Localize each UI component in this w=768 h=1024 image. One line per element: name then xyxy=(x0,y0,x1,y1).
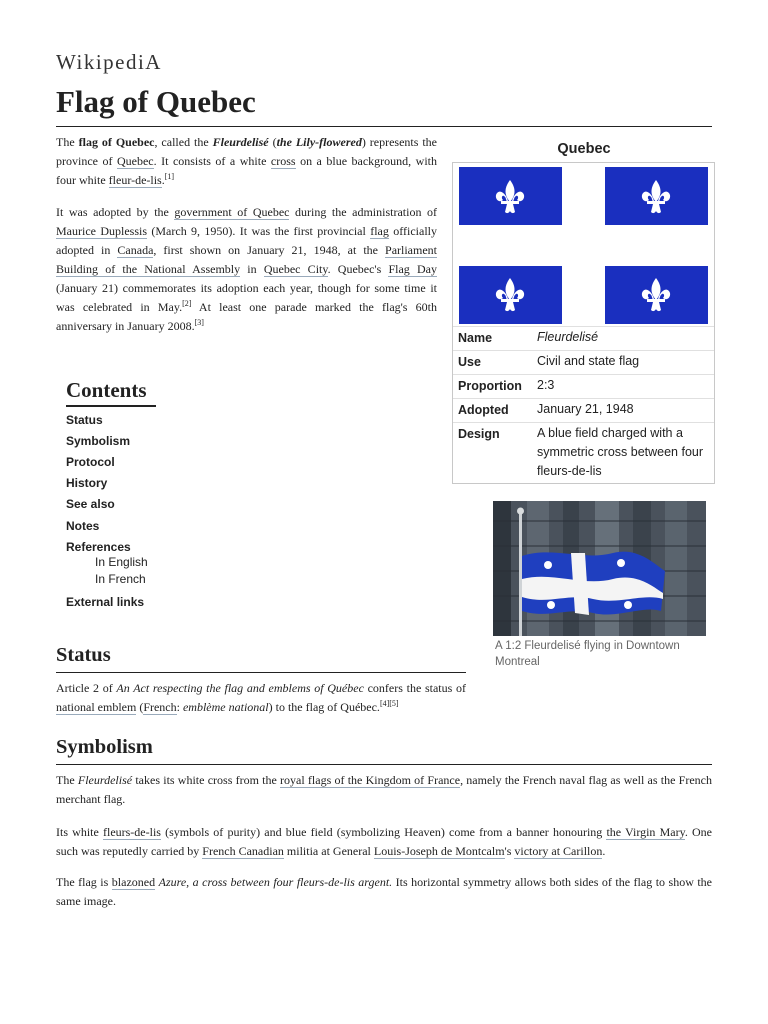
link-french-canadian[interactable]: French Canadian xyxy=(202,844,284,858)
toc-heading: Contents xyxy=(66,378,147,402)
link-fleur-de-lis[interactable]: fleur-de-lis xyxy=(108,173,162,187)
infobox-key: Proportion xyxy=(458,379,522,393)
text: The xyxy=(56,773,78,787)
bold-term: flag of Quebec xyxy=(78,135,155,149)
text: ( xyxy=(136,700,144,714)
text: It was adopted by the xyxy=(56,205,175,219)
wikipedia-wordmark[interactable]: WikipediA xyxy=(56,50,162,74)
text: militia at General xyxy=(283,844,374,858)
infobox-key: Design xyxy=(458,427,500,441)
text: . Quebec's xyxy=(327,262,389,276)
reference-3[interactable]: [3] xyxy=(194,318,204,327)
section-divider xyxy=(56,764,712,765)
infobox-value: Civil and state flag xyxy=(537,354,640,368)
title-divider xyxy=(56,126,712,127)
infobox-value: A blue field charged with a symmetric cross between four fleurs-de-lis xyxy=(537,426,704,478)
text: takes its white cross from the xyxy=(132,773,281,787)
reference-2[interactable]: [2] xyxy=(182,299,192,308)
link-french[interactable]: French xyxy=(143,700,177,714)
flag-photo[interactable] xyxy=(493,501,706,636)
text: ) to the flag of Québec. xyxy=(268,700,380,714)
toc-item-status[interactable]: Status xyxy=(66,413,103,427)
text: Its white xyxy=(56,825,103,839)
link-flag-day[interactable]: Flag Day xyxy=(388,262,437,276)
toc-item-external-links[interactable]: External links xyxy=(66,595,145,609)
section-divider xyxy=(56,672,466,673)
link-flag[interactable]: flag xyxy=(370,224,389,238)
text: (March 9, 1950). It was the first provincial xyxy=(147,224,371,238)
text: , namely the French naval flag as well as the French merchant flag. xyxy=(56,773,712,806)
link-quebec[interactable]: Quebec xyxy=(116,154,154,168)
infobox-value: 2:3 xyxy=(537,378,555,392)
section-heading-status: Status xyxy=(56,644,111,666)
infobox-row-adopted xyxy=(453,398,714,423)
section-heading-symbolism: Symbolism xyxy=(56,736,153,758)
infobox xyxy=(452,162,715,484)
infobox-value: January 21, 1948 xyxy=(537,402,634,416)
text: (symbols of purity) and blue field (symbolizing Heaven) come from a banner honouring xyxy=(160,825,607,839)
toc-item-notes[interactable]: Notes xyxy=(66,519,100,533)
infobox-key: Use xyxy=(458,355,481,369)
flag-photo-illustration xyxy=(493,501,706,636)
infobox-row-design xyxy=(453,422,714,483)
link-quebec-city[interactable]: Quebec City xyxy=(263,262,328,276)
page-title: Flag of Quebec xyxy=(56,84,256,119)
toc-item-symbolism[interactable]: Symbolism xyxy=(66,434,131,448)
reference-4-5[interactable]: [4][5] xyxy=(379,699,399,708)
infobox-row-use xyxy=(453,350,714,375)
flag-of-quebec-image[interactable] xyxy=(459,167,708,324)
symbolism-paragraph-2 xyxy=(56,823,712,861)
toc-item-see-also[interactable]: See also xyxy=(66,497,115,511)
text: At least one parade marked the flag's 60th anniversary in January 2008. xyxy=(56,300,437,333)
infobox-key: Name xyxy=(458,331,493,345)
text: on a blue background, with four white xyxy=(56,154,438,187)
toc-subitem-in-english[interactable]: In English xyxy=(95,555,148,569)
text: The xyxy=(56,135,79,149)
link-virgin-mary[interactable]: the Virgin Mary xyxy=(606,825,685,839)
text: Its horizontal symmetry allows both sides of the flag to show the same image. xyxy=(56,875,713,908)
infobox-row-name xyxy=(453,326,714,351)
text: Article 2 of xyxy=(56,681,117,695)
text: The flag is xyxy=(56,875,112,889)
symbolism-paragraph-3 xyxy=(56,873,712,911)
toc-divider xyxy=(66,405,156,407)
toc-item-protocol[interactable]: Protocol xyxy=(66,455,115,469)
reference-1[interactable]: [1] xyxy=(164,172,175,181)
italic-text: Azure, a cross between four fleurs-de-lis argent. xyxy=(158,875,393,889)
infobox-row-proportion xyxy=(453,374,714,399)
text: ) represents the province of xyxy=(56,135,438,168)
intro-paragraph-2 xyxy=(56,203,437,336)
link-national-emblem[interactable]: national emblem xyxy=(56,700,137,714)
link-montcalm[interactable]: Louis-Joseph de Montcalm xyxy=(373,844,505,858)
link-blazoned[interactable]: blazoned xyxy=(111,875,156,889)
link-canada[interactable]: Canada xyxy=(117,243,154,257)
text: . xyxy=(161,173,165,187)
status-paragraph xyxy=(56,679,466,717)
text: 's xyxy=(504,844,515,858)
bold-italic-term: Fleurdelisé xyxy=(212,135,269,149)
text: ( xyxy=(268,135,277,149)
text: (January 21) commemorates its adoption each year, though for some time it was celebrated in May. xyxy=(56,281,437,314)
text: during the administration of xyxy=(289,205,437,219)
link-cross[interactable]: cross xyxy=(270,154,296,168)
text: . One such was reputedly carried by xyxy=(56,825,712,858)
italic-text: Fleurdelisé xyxy=(77,773,133,787)
toc-item-references[interactable]: References xyxy=(66,540,131,554)
link-royal-flags-of-france[interactable]: royal flags of the Kingdom of France xyxy=(280,773,461,787)
link-government-of-quebec[interactable]: government of Quebec xyxy=(174,205,290,219)
text: . It consists of a white xyxy=(153,154,271,168)
link-fleurs-de-lis[interactable]: fleurs-de-lis xyxy=(102,825,161,839)
bold-italic-term: the Lily-flowered xyxy=(276,135,362,149)
toc-subitem-in-french[interactable]: In French xyxy=(95,572,146,586)
infobox-caption: Quebec xyxy=(557,141,611,157)
text: in xyxy=(240,262,264,276)
text: officially adopted in xyxy=(56,224,437,257)
text: , called the xyxy=(154,135,213,149)
link-maurice-duplessis[interactable]: Maurice Duplessis xyxy=(56,224,148,238)
text: : xyxy=(176,700,183,714)
link-parliament-building[interactable]: Parliament Building of the National Assembly xyxy=(56,243,437,276)
infobox-value: Fleurdelisé xyxy=(537,330,599,344)
italic-text: An Act respecting the flag and emblems of Québec xyxy=(116,681,364,695)
flag-svg xyxy=(459,167,708,324)
photo-caption: A 1:2 Fleurdelisé flying in Downtown Montreal xyxy=(495,640,680,668)
text: . xyxy=(602,844,606,858)
italic-text: emblème national xyxy=(182,700,269,714)
symbolism-paragraph-1 xyxy=(56,771,712,809)
intro-paragraph-1 xyxy=(56,133,437,190)
text: confers the status of xyxy=(363,681,466,695)
infobox-key: Adopted xyxy=(458,403,509,417)
toc-item-history[interactable]: History xyxy=(66,476,108,490)
text: , first shown on January 21, 1948, at the xyxy=(153,243,386,257)
link-victory-at-carillon[interactable]: victory at Carillon xyxy=(514,844,603,858)
